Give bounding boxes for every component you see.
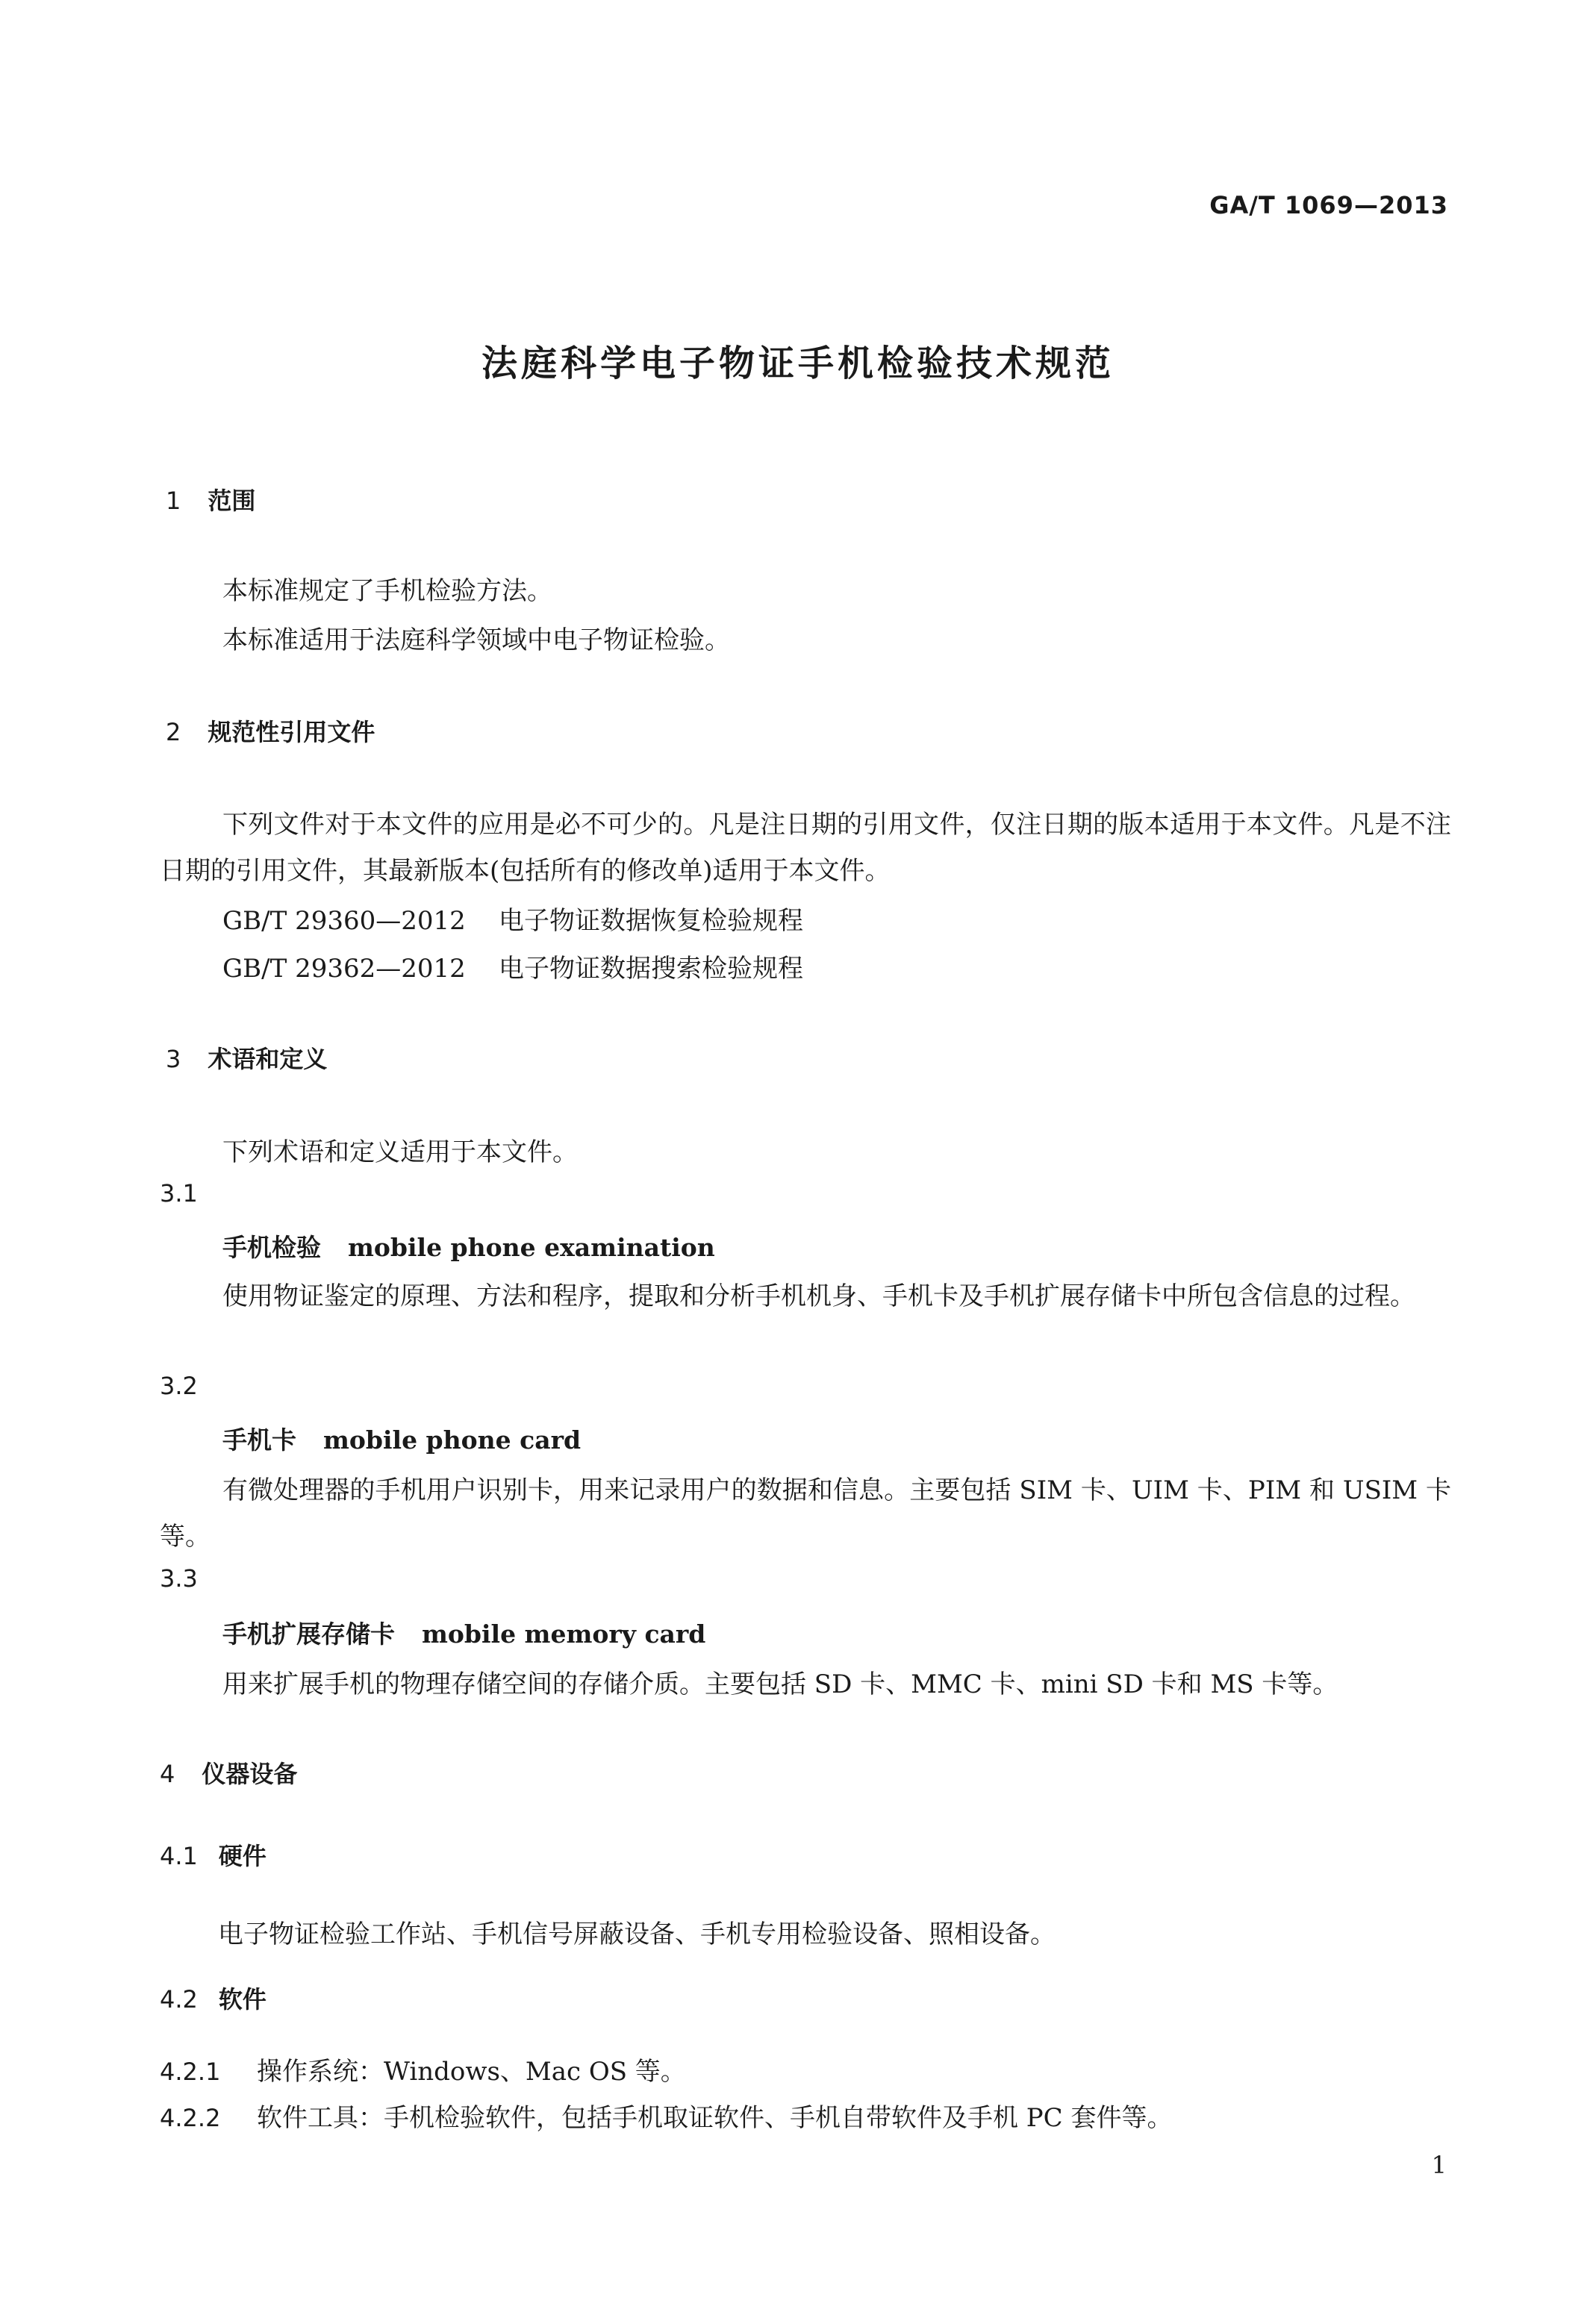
reference-item bbox=[222, 900, 803, 937]
section-2-number: 2 bbox=[166, 718, 181, 746]
term-definition: 使用物证鉴定的原理、方法和程序，提取和分析手机机身、手机卡及手机扩展存储卡中所包含信息的过程。 bbox=[222, 1281, 1415, 1311]
section-4-1-number: 4.1 bbox=[160, 1842, 198, 1870]
section-4-2-heading bbox=[160, 1981, 266, 2015]
section-4-heading bbox=[160, 1755, 297, 1790]
term-title bbox=[222, 1615, 705, 1650]
reference-code: GB/T 29360—2012 bbox=[222, 906, 466, 936]
term-cn: 手机检验 bbox=[222, 1233, 321, 1262]
section-4-1-title: 硬件 bbox=[218, 1842, 266, 1870]
term-cn: 手机扩展存储卡 bbox=[222, 1619, 395, 1649]
terms-intro: 下列术语和定义适用于本文件。 bbox=[222, 1137, 578, 1167]
software-item-text: 操作系统：Windows、Mac OS 等。 bbox=[257, 2057, 686, 2087]
section-4-2-title: 软件 bbox=[218, 1985, 266, 2014]
software-item-number: 4.2.2 bbox=[160, 2104, 221, 2132]
term-cn: 手机卡 bbox=[222, 1425, 296, 1455]
section-4-2-number: 4.2 bbox=[160, 1985, 198, 2014]
reference-code: GB/T 29362—2012 bbox=[222, 954, 466, 984]
section-3-title: 术语和定义 bbox=[208, 1045, 328, 1073]
reference-title: 电子物证数据恢复检验规程 bbox=[499, 906, 803, 936]
term-en: mobile phone examination bbox=[348, 1233, 715, 1262]
section-4-title: 仪器设备 bbox=[202, 1760, 298, 1788]
page-number: 1 bbox=[1431, 2151, 1447, 2179]
reference-item bbox=[222, 948, 803, 984]
scope-line-2: 本标准适用于法庭科学领域中电子物证检验。 bbox=[222, 625, 730, 655]
term-number: 3.3 bbox=[160, 1564, 198, 1593]
section-1-title: 范围 bbox=[208, 487, 256, 515]
term-title bbox=[222, 1228, 715, 1263]
software-item-text: 软件工具：手机检验软件，包括手机取证软件、手机自带软件及手机 PC 套件等。 bbox=[257, 2103, 1173, 2133]
software-item bbox=[160, 2097, 1173, 2134]
term-title bbox=[222, 1421, 581, 1456]
term-definition: 有微处理器的手机用户识别卡，用来记录用户的数据和信息。主要包括 SIM 卡、UIM 卡、PIM 和 USIM 卡等。 bbox=[160, 1475, 1451, 1552]
term-definition: 用来扩展手机的物理存储空间的存储介质。主要包括 SD 卡、MMC 卡、mini SD 卡和 MS 卡等。 bbox=[222, 1669, 1338, 1699]
software-item bbox=[160, 2051, 686, 2087]
term-en: mobile memory card bbox=[422, 1619, 706, 1649]
hardware-text: 电子物证检验工作站、手机信号屏蔽设备、手机专用检验设备、照相设备。 bbox=[218, 1920, 1056, 1949]
normative-references-paragraph: 下列文件对于本文件的应用是必不可少的。凡是注日期的引用文件，仅注日期的版本适用于本文件。凡是不注日期的引用文件，其最新版本(包括所有的修改单)适用于本文件。 bbox=[160, 810, 1451, 886]
section-1-number: 1 bbox=[166, 487, 181, 515]
scope-line-1: 本标准规定了手机检验方法。 bbox=[222, 576, 552, 606]
section-2-title: 规范性引用文件 bbox=[208, 718, 375, 746]
term-number: 3.1 bbox=[160, 1179, 198, 1208]
reference-title: 电子物证数据搜索检验规程 bbox=[499, 954, 803, 984]
document-title: 法庭科学电子物证手机检验技术规范 bbox=[481, 343, 1115, 384]
standard-code: GA/T 1069—2013 bbox=[1209, 191, 1448, 219]
section-4-number: 4 bbox=[160, 1760, 175, 1788]
term-number: 3.2 bbox=[160, 1372, 198, 1400]
term-en: mobile phone card bbox=[323, 1425, 582, 1455]
section-1-heading bbox=[166, 482, 255, 516]
section-3-heading bbox=[166, 1040, 327, 1075]
section-3-number: 3 bbox=[166, 1045, 181, 1073]
section-4-1-heading bbox=[160, 1837, 266, 1872]
section-2-heading bbox=[166, 713, 375, 748]
software-item-number: 4.2.1 bbox=[160, 2058, 221, 2086]
